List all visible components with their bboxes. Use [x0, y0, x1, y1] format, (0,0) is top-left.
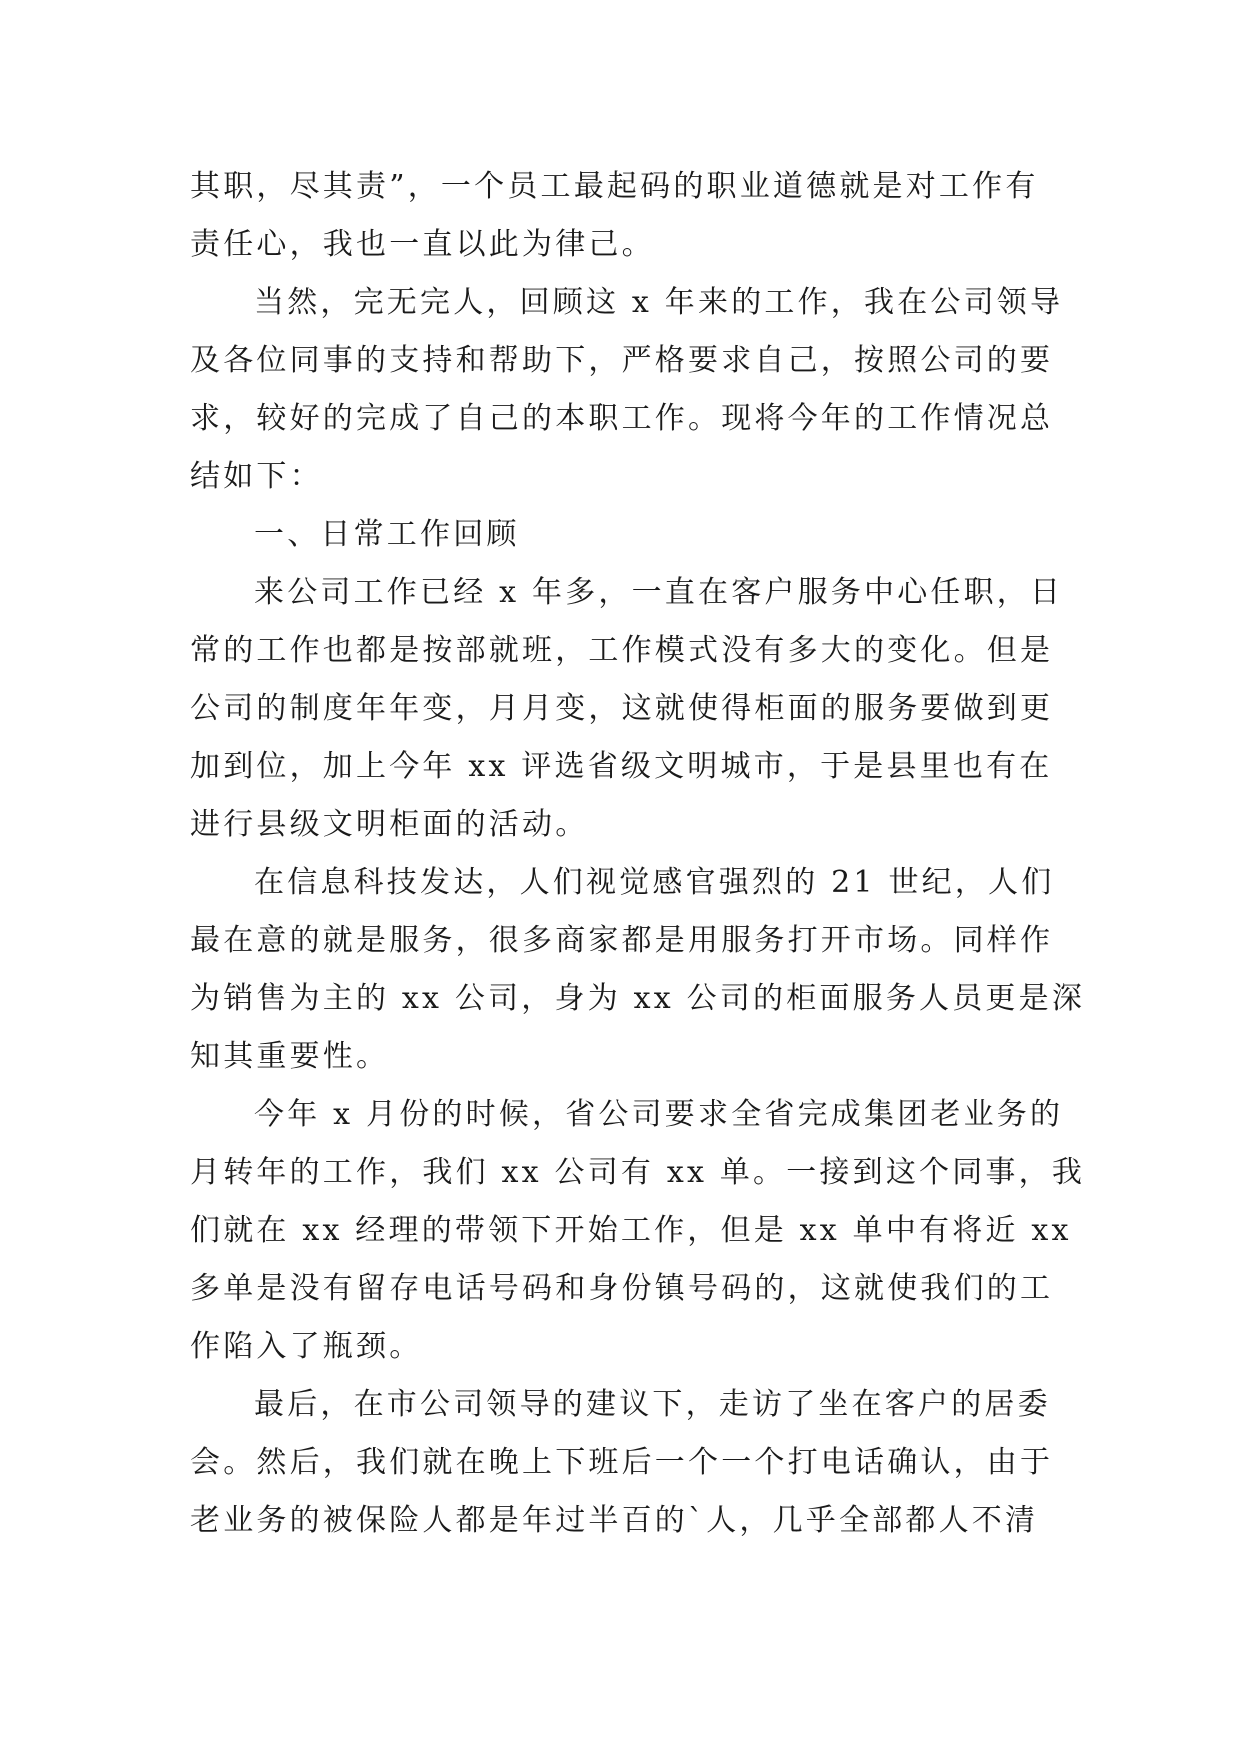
text-line: 为销售为主的 xx 公司，身为 xx 公司的柜面服务人员更是深 [190, 981, 1086, 1016]
text-line: 知其重要性。 [190, 1039, 390, 1074]
text-line: 月转年的工作，我们 xx 公司有 xx 单。一接到这个同事，我 [190, 1155, 1086, 1190]
text-line: 会。然后，我们就在晚上下班后一个一个打电话确认，由于 [190, 1445, 1054, 1480]
text-line: 最在意的就是服务，很多商家都是用服务打开市场。同样作 [190, 923, 1054, 958]
paragraph-start-line: 最后，在市公司领导的建议下，走访了坐在客户的居委 [254, 1387, 1051, 1422]
text-line: 们就在 xx 经理的带领下开始工作，但是 xx 单中有将近 xx [190, 1213, 1072, 1248]
document-body [190, 158, 1086, 1550]
text-line: 公司的制度年年变，月月变，这就使得柜面的服务要做到更 [190, 691, 1054, 726]
text-line: 常的工作也都是按部就班，工作模式没有多大的变化。但是 [190, 633, 1054, 668]
text-line: 多单是没有留存电话号码和身份镇号码的，这就使我们的工 [190, 1271, 1054, 1306]
text-line: 其职，尽其责”，一个员工最起码的职业道德就是对工作有 [190, 169, 1039, 204]
paragraph-start-line: 当然，完无完人，回顾这 x 年来的工作，我在公司领导 [254, 285, 1064, 320]
text-line: 作陷入了瓶颈。 [190, 1329, 423, 1364]
text-line: 责任心，我也一直以此为律己。 [190, 227, 655, 262]
text-line: 及各位同事的支持和帮助下，严格要求自己，按照公司的要 [190, 343, 1054, 378]
text-line: 结如下： [190, 459, 323, 494]
text-line: 老业务的被保险人都是年过半百的`人，几乎全部都人不清 [190, 1503, 1039, 1538]
text-line: 加到位，加上今年 xx 评选省级文明城市，于是县里也有在 [190, 749, 1053, 784]
text-line: 进行县级文明柜面的活动。 [190, 807, 589, 842]
text-line: 求，较好的完成了自己的本职工作。现将今年的工作情况总 [190, 401, 1054, 436]
paragraph-start-line: 在信息科技发达，人们视觉感官强烈的 21 世纪，人们 [254, 865, 1055, 900]
section-heading: 一、日常工作回顾 [254, 517, 520, 552]
paragraph-start-line: 来公司工作已经 x 年多，一直在客户服务中心任职，日 [254, 575, 1064, 610]
paragraph-start-line: 今年 x 月份的时候，省公司要求全省完成集团老业务的 [254, 1097, 1064, 1132]
